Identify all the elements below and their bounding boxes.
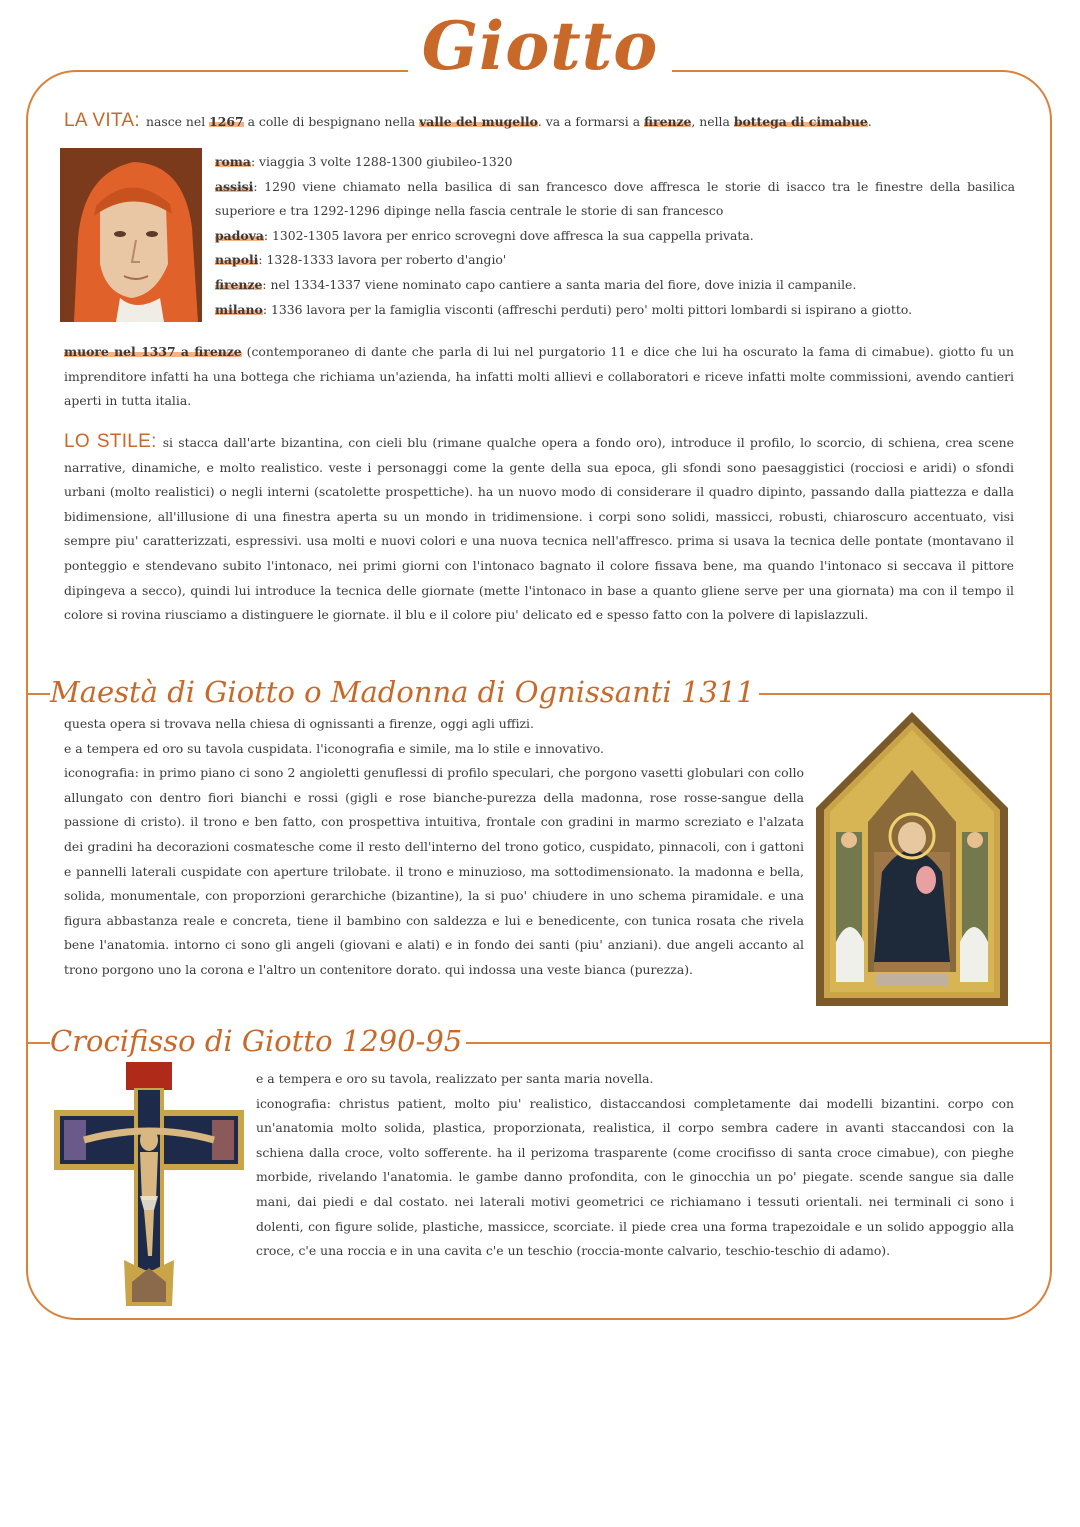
city-line: milano: 1336 lavora per la famiglia visconti (affreschi perduti) pero' molti pittori lombardi si ispirano a giotto. [215, 301, 913, 317]
vita-death-paragraph: muore nel 1337 a firenze (contemporaneo di dante che parla di lui nel purgatorio 11 e dice che lui ha oscurato la fama di cimabue). giotto fu un imprenditore infatti ha una bottega che richiama un'azienda, ha infatti molti allievi e collaboratori e riceve infatti molte commissioni, avendo cantieri aperti in tutta italia. [64, 344, 1014, 409]
vita-cities [215, 150, 1015, 322]
stile-paragraph: LO STILE: si stacca dall'arte bizantina, con cieli blu (rimane qualche opera a fondo oro), introduce il profilo, lo scorcio, di schiena, crea scene narrative, dinamiche, e molto realistico. veste i personaggi come la gente della sua epoca, gli sfondi sono paesaggistici (rocciosi e aridi) o sfondi urbani (molto realistici) o negli interni (scatolette prospettiche). ha un nuovo modo di considerare il quadro dipinto, passando dalla piattezza e dalla bidimensione, all'illusione di una finestra aperta su un mondo in tridimensione. i corpi sono solidi, massicci, robusti, chiaroscuro accentuato, visi sempre piu' caratterizzati, espressivi. usa molti e nuovi colori e una nuova tecnica nell'affresco. prima si usava la tecnica delle pontate (montavano il ponteggio e stendevano subito l'intonaco, nei primi giorni con l'intonaco bagnato il colore fissava bene, ma quando l'intonaco si seccava il pittore dipingeva a secco), quindi lui introduce la tecnica delle giornate (mette l'intonaco in base a quanto gliene serve per una giornata) ma con il tempo il colore si rovina riusciamo a distinguere le giornate. il blu e il colore piu' delicato ed e spesso fatto con la polvere di lapislazzuli. [64, 431, 1014, 623]
stile-label: LO STILE: [64, 431, 157, 452]
maesta-p3: iconografia: in primo piano ci sono 2 angioletti genuflessi di profilo speculari, che porgono vasetti globulari con collo allungato con dentro fiori bianchi e rossi (gigli e rose bianche-purezza della madonna, rose rosse-sangue della passione di cristo). il trono e ben fatto, con prospettiva intuitiva, frontale con gradini in marmo screziato e l'alzata dei gradini ha decorazioni cosmatesche come il resto dell'interno del trono gotico, cuspidato, pinnacoli, con i gattoni e pannelli laterali cuspidate con aperture trilobate. il trono e minuzioso, ma sottodimensionato. la madonna e bella, solida, monumentale, con proporzioni gerarchiche (bizantine), la si puo' chiudere in uno schema piramidale. e una figura abbastanza reale e concreta, tiene il bambino con saldezza e lui e benedicente, con tunica rosata che rivela bene l'anatomia. intorno ci sono gli angeli (giovani e alati) e in fondo dei santi (piu' anziani). due angeli accanto al trono porgono uno la corona e l'altro un contenitore dorato. qui indossa una veste bianca (purezza). [64, 765, 804, 977]
vita-intro: LA VITA: nasce nel 1267 a colle di bespignano nella valle del mugello. va a formarsi a firenze, nella bottega di cimabue. [64, 110, 872, 131]
city-line: padova: 1302-1305 lavora per enrico scrovegni dove affresca la sua cappella privata. [215, 227, 754, 243]
page-title: Giotto [0, 6, 1080, 86]
maesta-painting [816, 712, 1008, 1006]
city-line: napoli: 1328-1333 lavora per roberto d'angio' [215, 252, 507, 268]
crocifisso-p1: e a tempera e oro su tavola, realizzato per santa maria novella. [256, 1071, 654, 1086]
crocifisso-text [256, 1067, 1014, 1264]
maesta-text [64, 712, 804, 983]
maesta-p1: questa opera si trovava nella chiesa di ognissanti a firenze, oggi agli uffizi. [64, 716, 534, 731]
maesta-p2: e a tempera ed oro su tavola cuspidata. l'iconografia e simile, ma lo stile e innovativo. [64, 740, 604, 756]
maesta-heading: Maestà di Giotto o Madonna di Ognissanti 1311 [50, 672, 759, 712]
crocifisso-p2: iconografia: christus patient, molto piu' realistico, distaccandosi completamente dai modelli bizantini. corpo con un'anatomia molto solida, plastica, proporzionata, realistica, il corpo sembra cadere in avanti staccandosi con la schiena dalla croce, volto sofferente. ha il perizoma trasparente (come crocifisso di santa croce cimabue), con pieghe morbide, rivelando l'anatomia. le gambe danno profondita, con le ginocchia un po' piegate. scende sangue sia dalle mani, dai piedi e dal costato. nei laterali motivi geometrici ce richiamano i tessuti orientali. nei terminali ci sono i dolenti, con figure solide, plastiche, massicce, scorciate. il piede crea una forma trapezoidale e un solido appoggio alla croce, c'e una roccia e in una cavita c'e un teschio (roccia-monte calvario, teschio-teschio di adamo). [256, 1095, 1014, 1259]
crocifisso-painting [54, 1060, 244, 1310]
crocifisso-heading: Crocifisso di Giotto 1290-95 [50, 1021, 466, 1061]
city-line: assisi: 1290 viene chiamato nella basilica di san francesco dove affresca le storie di isacco tra le finestre della basilica superiore e tra 1292-1296 dipinge nella fascia centrale le storie di san francesco [215, 178, 1015, 219]
city-line: firenze: nel 1334-1337 viene nominato capo cantiere a santa maria del fiore, dove inizia il campanile. [215, 276, 857, 292]
vita-label: LA VITA: [64, 110, 140, 131]
city-line: roma: viaggia 3 volte 1288-1300 giubileo-1320 [215, 154, 513, 169]
giotto-portrait [60, 148, 202, 322]
